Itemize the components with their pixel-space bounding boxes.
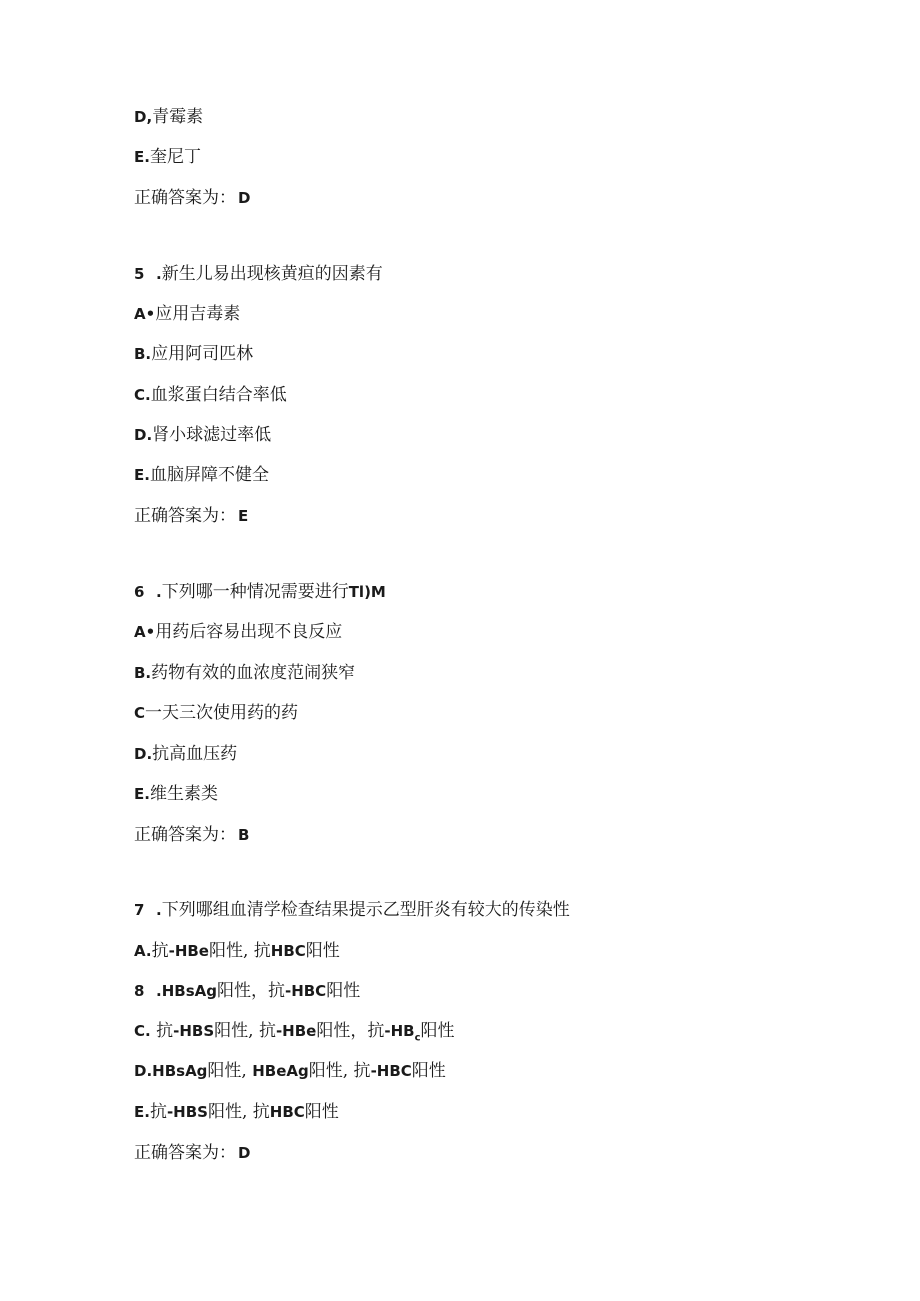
option-c: [134, 1019, 455, 1043]
answer-prefix: 正确答案为：: [134, 825, 236, 845]
marker-text: -HB: [384, 1022, 415, 1040]
option-label: D.: [134, 745, 153, 763]
option-e: [134, 782, 218, 806]
option-text-part: 阳性: [326, 981, 361, 1001]
option-label: C.: [134, 386, 151, 404]
option-d: [134, 105, 203, 129]
option-number: 8: [134, 982, 145, 1000]
option-label: A.: [134, 942, 152, 960]
question-text: 下列哪一种情况需要进行: [161, 582, 349, 602]
option-label: D.: [134, 1062, 153, 1080]
option-d: [134, 742, 237, 766]
option-label: D,: [134, 108, 153, 126]
answer-line: [134, 823, 249, 847]
answer-value: E: [238, 507, 249, 525]
option-e: [134, 463, 269, 487]
option-text: 药物有效的血浓度范闹狭窄: [151, 663, 356, 683]
option-d: [134, 1059, 446, 1083]
option-text-part: 阳性: [304, 1102, 339, 1122]
marker-text: -HBe: [168, 942, 209, 960]
answer-value: D: [238, 1144, 251, 1162]
question-number: 6: [134, 583, 145, 601]
option-label: E.: [134, 148, 150, 166]
option-text-part: 抗: [151, 941, 169, 961]
option-label: A•: [134, 305, 156, 323]
option-dot: .: [156, 982, 162, 1000]
option-text-part: 阳性, 抗: [214, 1021, 276, 1041]
option-label: E.: [134, 1103, 150, 1121]
marker-text: -HBS: [166, 1103, 208, 1121]
option-text-part: 阳性, 抗: [207, 1102, 270, 1122]
option-e: [134, 145, 201, 169]
option-text-part: 阳性: [305, 941, 340, 961]
option-b: [134, 661, 355, 685]
option-text: 青霉素: [152, 107, 204, 127]
question-dot: .: [156, 583, 162, 601]
question-text-tail: Tl)M: [348, 583, 386, 601]
answer-value: D: [238, 189, 251, 207]
option-label: B.: [134, 345, 152, 363]
option-text-part: 阳性，抗: [316, 1021, 385, 1041]
option-text-part: 阳性,: [207, 1061, 253, 1081]
answer-line: [134, 1141, 250, 1165]
marker-subscript: c: [414, 1032, 421, 1044]
answer-prefix: 正确答案为：: [134, 506, 236, 526]
option-text-part: 抗: [149, 1102, 167, 1122]
marker-text: HBsAg: [161, 982, 217, 1000]
marker-text: -HBC: [284, 982, 327, 1000]
answer-prefix: 正确答案为：: [134, 188, 236, 208]
marker-text: -HBS: [173, 1022, 215, 1040]
option-e: [134, 1100, 339, 1124]
question-dot: .: [156, 265, 162, 283]
option-text-part: 抗: [150, 1021, 174, 1041]
marker-text: -HBC: [370, 1062, 412, 1080]
option-text: 维生素类: [149, 784, 218, 804]
marker-text: HBeAg: [252, 1062, 309, 1080]
option-text: 应用吉毒素: [155, 304, 241, 324]
option-text: 用药后容易出现不良反应: [155, 622, 343, 642]
marker-text: -HBe: [275, 1022, 317, 1040]
question-5: [134, 262, 383, 286]
option-text: 抗高血压药: [152, 744, 238, 764]
option-a: [134, 302, 240, 326]
option-text-part: 阳性, 抗: [308, 1061, 371, 1081]
option-text-part: 阳性, 抗: [208, 941, 271, 961]
answer-line: [134, 504, 248, 528]
question-6: [134, 580, 386, 604]
option-8: [134, 979, 360, 1003]
marker-text: HBsAg: [152, 1062, 208, 1080]
option-label: A•: [134, 623, 156, 641]
option-a: [134, 620, 342, 644]
option-text: 应用阿司匹林: [151, 344, 254, 364]
option-text: 血脑屏障不健全: [149, 465, 269, 485]
marker-text: HBC: [269, 1103, 305, 1121]
question-number: 5: [134, 265, 145, 283]
question-number: 7: [134, 901, 145, 919]
question-dot: .: [156, 901, 162, 919]
option-text: 奎尼丁: [149, 147, 201, 167]
option-b: [134, 342, 253, 366]
answer-prefix: 正确答案为：: [134, 1143, 236, 1163]
option-text: 血浆蛋白结合率低: [150, 385, 287, 405]
question-text: 下列哪组血清学检查结果提示乙型肝炎有较大的传染性: [161, 900, 570, 920]
option-label: D.: [134, 426, 153, 444]
answer-line: [134, 186, 250, 210]
option-c: [134, 383, 287, 407]
answer-value: B: [238, 826, 250, 844]
option-label: C: [134, 704, 146, 722]
option-text: 肾小球滤过率低: [152, 425, 272, 445]
question-text: 新生儿易出现核黄疸的因素有: [161, 264, 383, 284]
option-c: [134, 701, 298, 725]
option-text-part: 阳性，抗: [216, 981, 285, 1001]
question-7: [134, 898, 570, 922]
option-text-part: 阳性: [411, 1061, 446, 1081]
option-text: 一天三次使用药的药: [145, 703, 299, 723]
option-d: [134, 423, 271, 447]
option-text-part: 阳性: [420, 1021, 455, 1041]
option-a: [134, 939, 340, 963]
option-label: C.: [134, 1022, 151, 1040]
option-label: E.: [134, 466, 150, 484]
marker-text: HBC: [270, 942, 306, 960]
option-label: B.: [134, 664, 152, 682]
option-label: E.: [134, 785, 150, 803]
